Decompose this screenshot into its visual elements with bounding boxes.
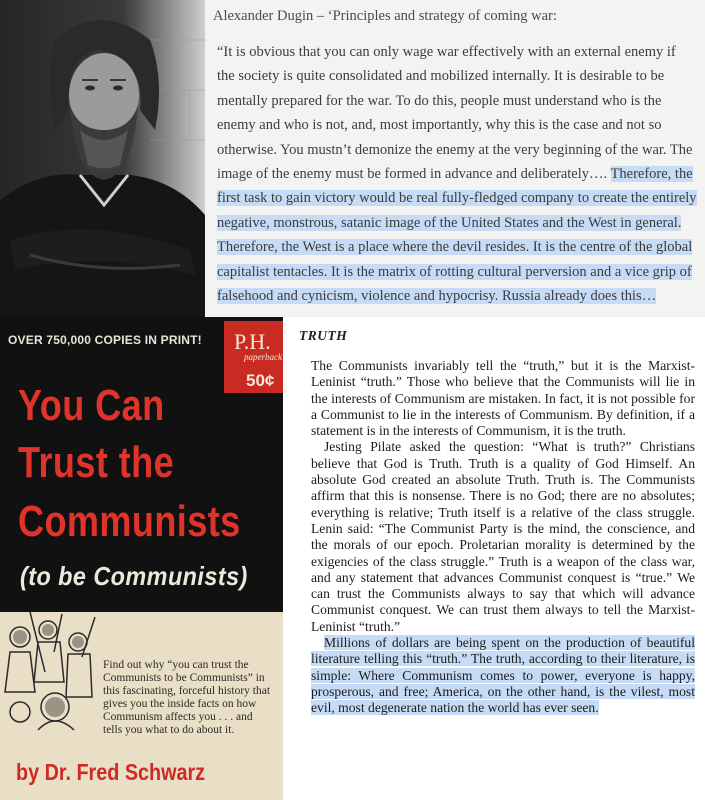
cover-blurb: Find out why “you can trust the Communists to be Communists” in this fascinating, forceful history that gives you the inside facts on how Communism affects you . . . and tells you what to do about it.	[103, 659, 271, 736]
cover-banner: OVER 750,000 COPIES IN PRINT!	[8, 333, 202, 347]
cover-title-line-1: You Can	[18, 381, 165, 430]
page-paragraph-3-highlighted: Millions of dollars are being spent on the production of beautiful literature telling this “truth.” The truth, according to their literature, is simple: Where Communism comes to power, everyone is happy, prosperous, and free; America, on the other hand, is the vilest, most evil, most degenerate nation the world has ever seen.	[311, 635, 695, 716]
quote-header: Alexander Dugin – ‘Principles and strategy of coming war:	[213, 8, 557, 24]
publisher-logo: P.H.	[234, 329, 271, 354]
book-page	[283, 317, 705, 800]
quote-text-highlighted: Therefore, the first task to gain victory would be real fully-fledged company to create the entirely negative, monstrous, satanic image of the United States and the West in general. Therefore, the West is a place where the devil resides. It is the centre of the global capitalist tentacles. It is the matrix of rotting cultural perversion and a vice grip of falsehood and cynicism, violence and hypocrisy. Russia already does this…	[217, 166, 697, 305]
top-section	[0, 0, 705, 317]
quote-body	[213, 40, 697, 308]
portrait-illustration	[0, 0, 205, 317]
page-paragraph-3	[311, 635, 695, 716]
cover-price: 50¢	[246, 371, 275, 390]
book-cover	[0, 317, 283, 800]
quote-text: “It is obvious that you can only wage war effectively with an external enemy if the society is quite consolidated and mobilized internally. It is desirable to be mentally prepared for the war. To do this, people must understand who is the enemy and who is not, and, most importantly, why this is the case and not so otherwise. You mustn’t demonize the enemy at the very beginning of the war. The image of the enemy must be formed in advance and deliberately….	[217, 44, 693, 183]
cover-title-line-3: Communists	[18, 497, 241, 546]
page-title: TRUTH	[299, 328, 348, 343]
cover-author: by Dr. Fred Schwarz	[16, 759, 206, 785]
page-paragraph-1: The Communists invariably tell the “truth,” but it is the Marxist-Leninist “truth.” Those who believe that the Communists will lie in the interests of Communism are mistaken. In fact, it is not possible for a Communist to lie in the interests of Communism. By definition, if a statement is in the interests of Communism, it is the truth.	[311, 358, 695, 439]
quote-panel	[205, 0, 705, 317]
author-portrait-photo	[0, 0, 205, 317]
publisher-subtext: paperback	[244, 352, 282, 362]
page-body	[311, 358, 695, 717]
cover-title-line-4: (to be Communists)	[20, 561, 248, 591]
page-paragraph-2: Jesting Pilate asked the question: “What is truth?” Christians believe that God is Truth. Truth is a quality of God Himself. An absolute God created an absolute Truth. Truth is. The Communists affirm that this is nonsense. There is no God; there are no absolutes; everything is relative; Truth itself is a relative of the class struggle. Lenin said: “The Communist Party is the mind, the conscience, and the morals of our epoch. Proletarian morality is determined by the exigencies of the class struggle.” Truth is a weapon of the class war, and any statement that advances Communist conquest is “true.” We can trust the Communists always to say that which will advance Communist conquest. We can trust them always to tell the Marxist-Leninist “truth.”	[311, 439, 695, 634]
cover-title-line-2: Trust the	[18, 438, 175, 487]
